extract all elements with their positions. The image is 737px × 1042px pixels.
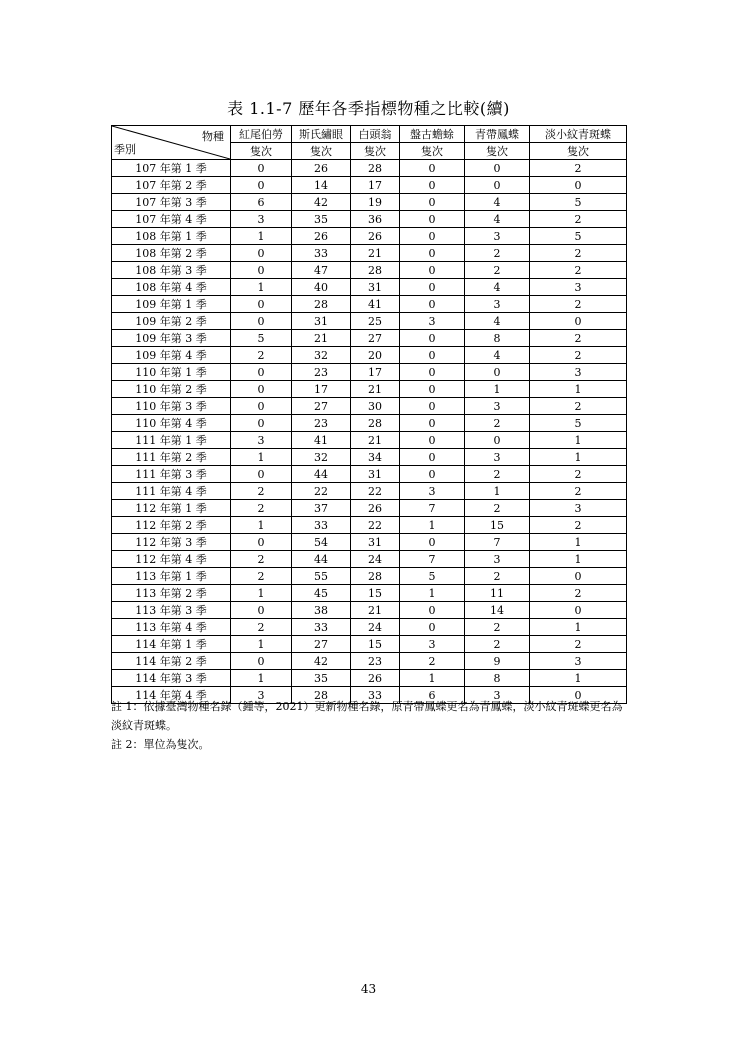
- count-cell: 2: [231, 551, 292, 568]
- unit-header: 隻次: [530, 143, 627, 160]
- table-row: [112, 279, 627, 296]
- count-cell: 34: [351, 449, 400, 466]
- season-cell: 113 年第 1 季: [112, 568, 231, 585]
- count-cell: 0: [400, 619, 465, 636]
- count-cell: 2: [530, 517, 627, 534]
- count-cell: 2: [465, 636, 530, 653]
- count-cell: 1: [231, 517, 292, 534]
- count-cell: 31: [292, 313, 351, 330]
- count-cell: 21: [351, 245, 400, 262]
- count-cell: 54: [292, 534, 351, 551]
- count-cell: 31: [351, 279, 400, 296]
- season-cell: 110 年第 3 季: [112, 398, 231, 415]
- count-cell: 9: [465, 653, 530, 670]
- note-2: 註 2：單位為隻次。: [111, 738, 210, 751]
- count-cell: 28: [292, 687, 351, 704]
- count-cell: 17: [351, 177, 400, 194]
- count-cell: 2: [530, 211, 627, 228]
- count-cell: 23: [292, 415, 351, 432]
- count-cell: 0: [400, 211, 465, 228]
- count-cell: 0: [231, 245, 292, 262]
- count-cell: 22: [351, 483, 400, 500]
- season-cell: 112 年第 3 季: [112, 534, 231, 551]
- count-cell: 14: [465, 602, 530, 619]
- count-cell: 0: [465, 177, 530, 194]
- count-cell: 1: [231, 449, 292, 466]
- count-cell: 0: [231, 262, 292, 279]
- count-cell: 0: [400, 449, 465, 466]
- species-header: 紅尾伯勞: [231, 126, 292, 143]
- season-cell: 113 年第 2 季: [112, 585, 231, 602]
- page-number: 43: [360, 982, 377, 996]
- count-cell: 8: [465, 670, 530, 687]
- season-cell: 112 年第 2 季: [112, 517, 231, 534]
- count-cell: 0: [231, 160, 292, 177]
- species-header: 白頭翁: [351, 126, 400, 143]
- count-cell: 0: [231, 602, 292, 619]
- count-cell: 0: [530, 313, 627, 330]
- count-cell: 2: [465, 262, 530, 279]
- count-cell: 17: [292, 381, 351, 398]
- species-header: 盤古蟾蜍: [400, 126, 465, 143]
- count-cell: 2: [400, 653, 465, 670]
- count-cell: 21: [351, 432, 400, 449]
- count-cell: 40: [292, 279, 351, 296]
- count-cell: 33: [292, 245, 351, 262]
- count-cell: 3: [231, 432, 292, 449]
- count-cell: 26: [292, 160, 351, 177]
- count-cell: 2: [465, 500, 530, 517]
- count-cell: 1: [231, 279, 292, 296]
- count-cell: 35: [292, 670, 351, 687]
- species-comparison-table: [111, 125, 627, 704]
- count-cell: 2: [530, 330, 627, 347]
- count-cell: 2: [231, 619, 292, 636]
- count-cell: 1: [465, 381, 530, 398]
- table-row: [112, 347, 627, 364]
- count-cell: 44: [292, 466, 351, 483]
- count-cell: 1: [530, 619, 627, 636]
- count-cell: 0: [400, 347, 465, 364]
- count-cell: 28: [292, 296, 351, 313]
- count-cell: 41: [351, 296, 400, 313]
- count-cell: 33: [292, 517, 351, 534]
- count-cell: 3: [530, 279, 627, 296]
- corner-season-label: 季別: [114, 143, 136, 156]
- season-cell: 114 年第 1 季: [112, 636, 231, 653]
- count-cell: 1: [231, 670, 292, 687]
- count-cell: 1: [530, 381, 627, 398]
- count-cell: 5: [530, 228, 627, 245]
- count-cell: 38: [292, 602, 351, 619]
- count-cell: 0: [231, 177, 292, 194]
- count-cell: 22: [292, 483, 351, 500]
- count-cell: 5: [231, 330, 292, 347]
- table-row: [112, 160, 627, 177]
- season-cell: 110 年第 2 季: [112, 381, 231, 398]
- count-cell: 31: [351, 466, 400, 483]
- count-cell: 47: [292, 262, 351, 279]
- count-cell: 1: [530, 670, 627, 687]
- count-cell: 2: [530, 585, 627, 602]
- count-cell: 24: [351, 551, 400, 568]
- count-cell: 0: [400, 330, 465, 347]
- table-row: [112, 364, 627, 381]
- count-cell: 45: [292, 585, 351, 602]
- count-cell: 3: [530, 500, 627, 517]
- season-cell: 108 年第 1 季: [112, 228, 231, 245]
- count-cell: 3: [231, 687, 292, 704]
- count-cell: 26: [351, 228, 400, 245]
- table-row: [112, 653, 627, 670]
- count-cell: 17: [351, 364, 400, 381]
- unit-header: 隻次: [400, 143, 465, 160]
- count-cell: 0: [400, 364, 465, 381]
- count-cell: 36: [351, 211, 400, 228]
- count-cell: 5: [530, 194, 627, 211]
- count-cell: 2: [530, 347, 627, 364]
- count-cell: 6: [400, 687, 465, 704]
- count-cell: 4: [465, 211, 530, 228]
- count-cell: 1: [400, 517, 465, 534]
- table-row: [112, 415, 627, 432]
- season-cell: 107 年第 4 季: [112, 211, 231, 228]
- season-cell: 111 年第 1 季: [112, 432, 231, 449]
- count-cell: 1: [465, 483, 530, 500]
- table-row: [112, 602, 627, 619]
- count-cell: 3: [400, 636, 465, 653]
- count-cell: 0: [231, 534, 292, 551]
- count-cell: 27: [292, 398, 351, 415]
- count-cell: 7: [400, 500, 465, 517]
- count-cell: 28: [351, 160, 400, 177]
- note-1: 註 1：依據臺灣物種名錄（鍾等，2021）更新物種名錄，原青帶鳳蝶更名為青鳳蝶，淡小紋青斑蝶更名為淡紋青斑蝶。: [111, 700, 623, 732]
- count-cell: 1: [400, 585, 465, 602]
- count-cell: 0: [231, 313, 292, 330]
- count-cell: 0: [231, 398, 292, 415]
- table-row: [112, 670, 627, 687]
- count-cell: 23: [292, 364, 351, 381]
- table-row: [112, 517, 627, 534]
- count-cell: 2: [465, 415, 530, 432]
- unit-header: 隻次: [292, 143, 351, 160]
- season-cell: 113 年第 3 季: [112, 602, 231, 619]
- count-cell: 37: [292, 500, 351, 517]
- count-cell: 0: [231, 466, 292, 483]
- count-cell: 3: [465, 398, 530, 415]
- count-cell: 2: [530, 160, 627, 177]
- count-cell: 42: [292, 194, 351, 211]
- season-cell: 108 年第 2 季: [112, 245, 231, 262]
- count-cell: 15: [465, 517, 530, 534]
- count-cell: 1: [231, 228, 292, 245]
- count-cell: 4: [465, 279, 530, 296]
- count-cell: 1: [530, 551, 627, 568]
- count-cell: 4: [465, 194, 530, 211]
- count-cell: 2: [530, 398, 627, 415]
- count-cell: 3: [465, 296, 530, 313]
- count-cell: 2: [530, 636, 627, 653]
- count-cell: 2: [530, 245, 627, 262]
- count-cell: 26: [351, 670, 400, 687]
- count-cell: 0: [231, 364, 292, 381]
- count-cell: 35: [292, 211, 351, 228]
- season-cell: 112 年第 1 季: [112, 500, 231, 517]
- season-cell: 107 年第 2 季: [112, 177, 231, 194]
- count-cell: 1: [231, 585, 292, 602]
- count-cell: 7: [400, 551, 465, 568]
- table-row: [112, 398, 627, 415]
- species-header: 斯氏繡眼: [292, 126, 351, 143]
- count-cell: 0: [400, 160, 465, 177]
- season-cell: 114 年第 4 季: [112, 687, 231, 704]
- table-row: [112, 381, 627, 398]
- season-cell: 114 年第 2 季: [112, 653, 231, 670]
- count-cell: 3: [465, 687, 530, 704]
- count-cell: 2: [231, 500, 292, 517]
- table-row: [112, 313, 627, 330]
- unit-header: 隻次: [465, 143, 530, 160]
- table-title: 表 1.1-7 歷年各季指標物種之比較(續): [227, 99, 510, 118]
- table-row: [112, 432, 627, 449]
- count-cell: 0: [465, 364, 530, 381]
- season-cell: 110 年第 1 季: [112, 364, 231, 381]
- season-cell: 107 年第 1 季: [112, 160, 231, 177]
- count-cell: 2: [231, 568, 292, 585]
- season-cell: 109 年第 1 季: [112, 296, 231, 313]
- count-cell: 19: [351, 194, 400, 211]
- count-cell: 2: [530, 262, 627, 279]
- season-cell: 109 年第 4 季: [112, 347, 231, 364]
- count-cell: 30: [351, 398, 400, 415]
- count-cell: 1: [530, 534, 627, 551]
- table-row: [112, 500, 627, 517]
- count-cell: 0: [400, 279, 465, 296]
- count-cell: 3: [231, 211, 292, 228]
- count-cell: 2: [465, 245, 530, 262]
- count-cell: 0: [465, 432, 530, 449]
- count-cell: 0: [400, 398, 465, 415]
- count-cell: 5: [530, 415, 627, 432]
- count-cell: 3: [530, 653, 627, 670]
- count-cell: 32: [292, 347, 351, 364]
- count-cell: 0: [530, 568, 627, 585]
- count-cell: 23: [351, 653, 400, 670]
- count-cell: 2: [530, 483, 627, 500]
- count-cell: 2: [465, 568, 530, 585]
- count-cell: 7: [465, 534, 530, 551]
- count-cell: 0: [231, 381, 292, 398]
- count-cell: 28: [351, 568, 400, 585]
- table-row: [112, 568, 627, 585]
- count-cell: 33: [351, 687, 400, 704]
- count-cell: 8: [465, 330, 530, 347]
- table-row: [112, 449, 627, 466]
- count-cell: 14: [292, 177, 351, 194]
- table-row: [112, 262, 627, 279]
- table-row: [112, 194, 627, 211]
- table-row: [112, 636, 627, 653]
- table-body: [112, 160, 627, 704]
- count-cell: 0: [400, 245, 465, 262]
- table-row: [112, 483, 627, 500]
- count-cell: 20: [351, 347, 400, 364]
- season-cell: 108 年第 3 季: [112, 262, 231, 279]
- season-cell: 108 年第 4 季: [112, 279, 231, 296]
- table-row: [112, 466, 627, 483]
- count-cell: 25: [351, 313, 400, 330]
- count-cell: 0: [231, 653, 292, 670]
- count-cell: 0: [231, 296, 292, 313]
- season-cell: 112 年第 4 季: [112, 551, 231, 568]
- table-row: [112, 551, 627, 568]
- count-cell: 0: [530, 687, 627, 704]
- count-cell: 21: [351, 381, 400, 398]
- unit-header: 隻次: [231, 143, 292, 160]
- count-cell: 0: [400, 194, 465, 211]
- count-cell: 3: [530, 364, 627, 381]
- count-cell: 24: [351, 619, 400, 636]
- count-cell: 0: [400, 228, 465, 245]
- count-cell: 55: [292, 568, 351, 585]
- species-header: 淡小紋青斑蝶: [530, 126, 627, 143]
- count-cell: 31: [351, 534, 400, 551]
- count-cell: 3: [465, 228, 530, 245]
- season-cell: 111 年第 2 季: [112, 449, 231, 466]
- count-cell: 26: [351, 500, 400, 517]
- count-cell: 3: [400, 483, 465, 500]
- count-cell: 0: [530, 602, 627, 619]
- season-cell: 111 年第 4 季: [112, 483, 231, 500]
- count-cell: 4: [465, 313, 530, 330]
- table-row: [112, 296, 627, 313]
- count-cell: 4: [465, 347, 530, 364]
- count-cell: 0: [400, 262, 465, 279]
- count-cell: 2: [465, 466, 530, 483]
- count-cell: 3: [465, 449, 530, 466]
- season-cell: 107 年第 3 季: [112, 194, 231, 211]
- count-cell: 3: [465, 551, 530, 568]
- table-row: [112, 619, 627, 636]
- count-cell: 1: [530, 449, 627, 466]
- count-cell: 0: [231, 415, 292, 432]
- count-cell: 0: [400, 177, 465, 194]
- count-cell: 0: [530, 177, 627, 194]
- count-cell: 1: [530, 432, 627, 449]
- table-row: [112, 177, 627, 194]
- count-cell: 6: [231, 194, 292, 211]
- count-cell: 2: [530, 466, 627, 483]
- table-row: [112, 211, 627, 228]
- count-cell: 5: [400, 568, 465, 585]
- season-cell: 113 年第 4 季: [112, 619, 231, 636]
- table-row: [112, 534, 627, 551]
- count-cell: 0: [400, 432, 465, 449]
- season-cell: 114 年第 3 季: [112, 670, 231, 687]
- count-cell: 32: [292, 449, 351, 466]
- season-cell: 110 年第 4 季: [112, 415, 231, 432]
- season-cell: 109 年第 2 季: [112, 313, 231, 330]
- corner-species-label: 物種: [202, 130, 224, 143]
- count-cell: 44: [292, 551, 351, 568]
- season-cell: 109 年第 3 季: [112, 330, 231, 347]
- count-cell: 2: [231, 347, 292, 364]
- count-cell: 1: [231, 636, 292, 653]
- count-cell: 0: [400, 381, 465, 398]
- count-cell: 3: [400, 313, 465, 330]
- table-row: [112, 585, 627, 602]
- count-cell: 0: [400, 534, 465, 551]
- count-cell: 21: [292, 330, 351, 347]
- count-cell: 27: [351, 330, 400, 347]
- count-cell: 28: [351, 262, 400, 279]
- count-cell: 0: [465, 160, 530, 177]
- count-cell: 2: [530, 296, 627, 313]
- count-cell: 0: [400, 602, 465, 619]
- count-cell: 2: [465, 619, 530, 636]
- count-cell: 0: [400, 466, 465, 483]
- count-cell: 42: [292, 653, 351, 670]
- count-cell: 41: [292, 432, 351, 449]
- count-cell: 0: [400, 415, 465, 432]
- unit-header: 隻次: [351, 143, 400, 160]
- table-row: [112, 228, 627, 245]
- count-cell: 33: [292, 619, 351, 636]
- count-cell: 1: [400, 670, 465, 687]
- count-cell: 0: [400, 296, 465, 313]
- count-cell: 15: [351, 585, 400, 602]
- table-row: [112, 330, 627, 347]
- count-cell: 21: [351, 602, 400, 619]
- species-header: 青帶鳳蝶: [465, 126, 530, 143]
- season-cell: 111 年第 3 季: [112, 466, 231, 483]
- count-cell: 2: [231, 483, 292, 500]
- count-cell: 22: [351, 517, 400, 534]
- count-cell: 27: [292, 636, 351, 653]
- table-corner-header: [112, 126, 231, 160]
- count-cell: 26: [292, 228, 351, 245]
- count-cell: 28: [351, 415, 400, 432]
- count-cell: 11: [465, 585, 530, 602]
- table-row: [112, 245, 627, 262]
- table-notes: [111, 697, 631, 754]
- count-cell: 15: [351, 636, 400, 653]
